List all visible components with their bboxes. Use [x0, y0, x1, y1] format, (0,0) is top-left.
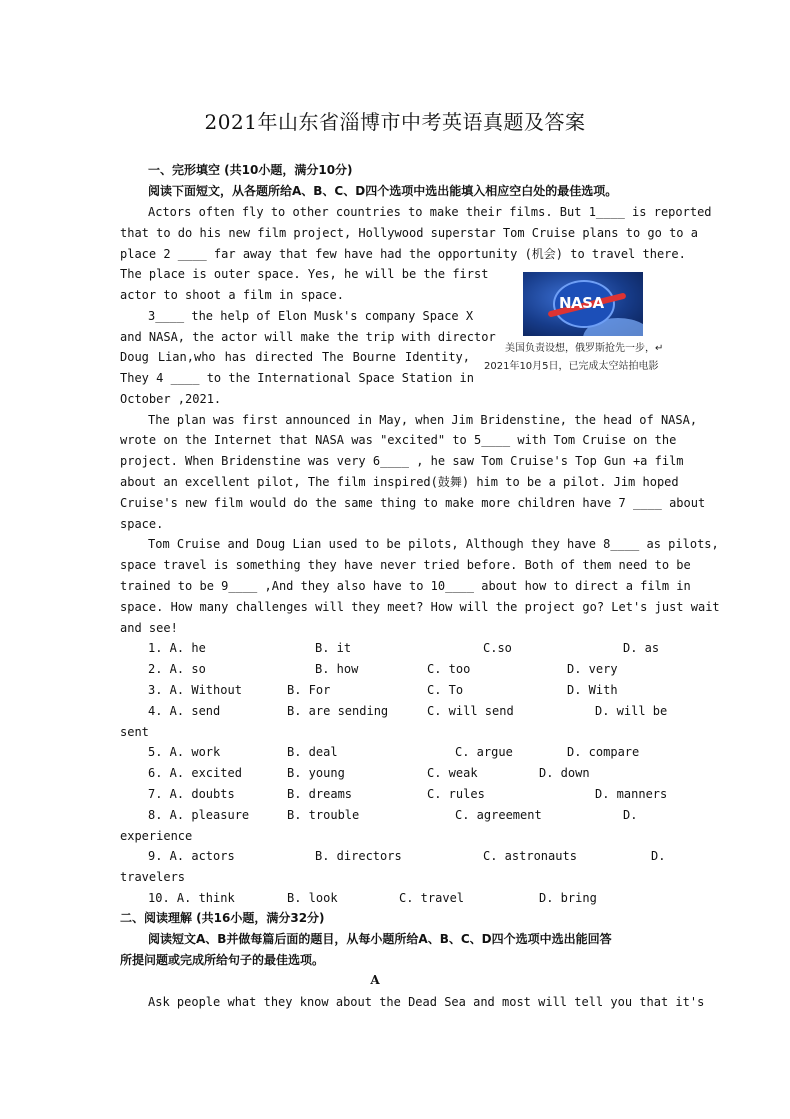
section2-heading: 二、阅读理解 (共16小题，满分32分) — [120, 911, 325, 925]
option-b: B. it — [315, 641, 352, 655]
option-c: C. weak — [427, 766, 478, 780]
option-d: D. compare — [567, 745, 640, 759]
image-caption-line: 2021年10月5日，已完成太空站拍电影 — [484, 361, 659, 372]
nasa-logo-text: NASA — [559, 294, 604, 312]
question-1: 1. A. he — [148, 641, 206, 655]
passage-line: that to do his new film project, Hollywood superstar Tom Cruise plans to go to a — [120, 226, 698, 240]
option-d: D. will be — [595, 704, 668, 718]
image-caption-line: 美国负责设想，俄罗斯抢先一步，↵ — [505, 343, 664, 354]
question-7: 7. A. doubts — [148, 787, 235, 801]
section2-instruction: 所提问题或完成所给句子的最佳选项。 — [120, 953, 325, 967]
option-c: C. travel — [399, 891, 465, 905]
passage-line: space travel is something they have never tried before. Both of them need to be — [120, 558, 691, 572]
passage-line: Ask people what they know about the Dead Sea and most will tell you that it's — [148, 995, 705, 1009]
question-2: 2. A. so — [148, 662, 206, 676]
option-d: D. bring — [539, 891, 597, 905]
option-d: D. down — [539, 766, 590, 780]
passage-a-label: A — [370, 973, 380, 987]
passage-line: They 4 ____ to the International Space Station in — [120, 371, 475, 385]
option-c: C. too — [427, 662, 471, 676]
passage-line: wrote on the Internet that NASA was "excited" to 5____ with Tom Cruise on the — [120, 433, 677, 447]
question-6: 6. A. excited — [148, 766, 242, 780]
option-b: B. trouble — [287, 808, 360, 822]
passage-line: and see! — [120, 621, 178, 635]
option-d-wrap: travelers — [120, 870, 186, 884]
section1-heading: 一、完形填空 (共10小题，满分10分) — [148, 163, 353, 177]
question-9: 9. A. actors — [148, 849, 235, 863]
passage-line: space. — [120, 517, 164, 531]
option-d: D. manners — [595, 787, 668, 801]
option-c: C. agreement — [455, 808, 542, 822]
option-d: D. — [651, 849, 666, 863]
passage-line: 3____ the help of Elon Musk's company Space X — [148, 309, 474, 323]
option-c: C.so — [483, 641, 512, 655]
passage-line: The place is outer space. Yes, he will be the first — [120, 267, 489, 281]
option-b: B. directors — [315, 849, 402, 863]
passage-line: Actors often fly to other countries to make their films. But 1____ is reported — [148, 205, 712, 219]
option-b: B. young — [287, 766, 345, 780]
document-title: 2021年山东省淄博市中考英语真题及答案 — [204, 110, 586, 134]
nasa-logo-image — [523, 272, 643, 336]
question-10: 10. A. think — [148, 891, 235, 905]
option-b: B. look — [287, 891, 338, 905]
passage-line: The plan was first announced in May, when Jim Bridenstine, the head of NASA, — [148, 413, 698, 427]
passage-line: Cruise's new film would do the same thing to make more children have 7 ____ about — [120, 496, 706, 510]
passage-line: Doug Lian,who has directed The Bourne Identity, — [120, 350, 470, 364]
passage-line: actor to shoot a film in space. — [120, 288, 344, 302]
option-d-wrap: experience — [120, 829, 193, 843]
option-b: B. dreams — [287, 787, 353, 801]
option-b: B. deal — [287, 745, 338, 759]
option-c: C. To — [427, 683, 464, 697]
option-d: D. very — [567, 662, 618, 676]
passage-line: project. When Bridenstine was very 6____ , he saw Tom Cruise's Top Gun +a film — [120, 454, 684, 468]
section1-instruction: 阅读下面短文，从各题所给A、B、C、D四个选项中选出能填入相应空白处的最佳选项。 — [148, 184, 618, 198]
option-d: D. With — [567, 683, 618, 697]
question-8: 8. A. pleasure — [148, 808, 250, 822]
passage-line: Tom Cruise and Doug Lian used to be pilots, Although they have 8____ as pilots, — [148, 537, 719, 551]
question-5: 5. A. work — [148, 745, 221, 759]
option-d-wrap: sent — [120, 725, 149, 739]
option-b: B. are sending — [287, 704, 389, 718]
passage-line: space. How many challenges will they meet? How will the project go? Let's just wait — [120, 600, 720, 614]
option-c: C. will send — [427, 704, 514, 718]
passage-line: and NASA, the actor will make the trip with director — [120, 330, 496, 344]
option-d: D. — [623, 808, 638, 822]
passage-line: place 2 ____ far away that few have had the opportunity (机会) to travel there. — [120, 247, 686, 261]
passage-line: October ,2021. — [120, 392, 222, 406]
option-c: C. argue — [455, 745, 513, 759]
question-3: 3. A. Without — [148, 683, 242, 697]
passage-line: trained to be 9____ ,And they also have to 10____ about how to direct a film in — [120, 579, 691, 593]
section2-instruction: 阅读短文A、B并做每篇后面的题目，从每小题所给A、B、C、D四个选项中选出能回答 — [148, 932, 612, 946]
option-c: C. rules — [427, 787, 485, 801]
option-c: C. astronauts — [483, 849, 577, 863]
question-4: 4. A. send — [148, 704, 221, 718]
passage-line: about an excellent pilot, The film inspired(鼓舞) him to be a pilot. Jim hoped — [120, 475, 679, 489]
option-d: D. as — [623, 641, 660, 655]
option-b: B. how — [315, 662, 359, 676]
option-b: B. For — [287, 683, 331, 697]
